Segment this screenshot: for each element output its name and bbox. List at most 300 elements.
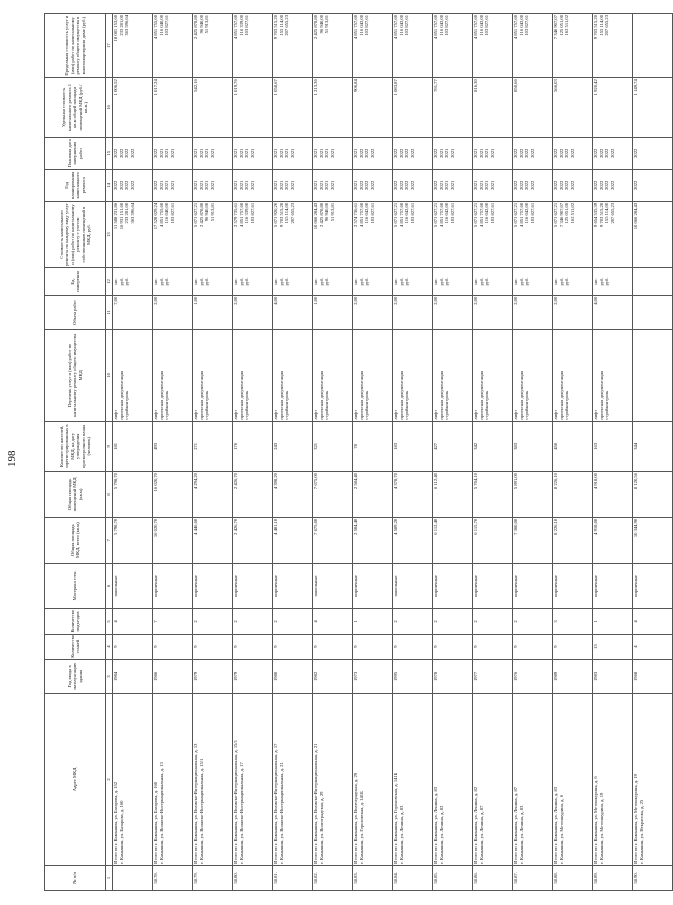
table-cell xyxy=(393,201,433,267)
table-cell: 9 xyxy=(193,634,233,659)
table-cell: 271 xyxy=(193,421,233,471)
table-cell: 2 426,70 xyxy=(233,472,273,518)
table-cell: кирпичные xyxy=(473,563,513,609)
table-cell xyxy=(113,14,153,78)
cell-line: 103 827,61 xyxy=(249,202,255,224)
cell-line: 2021 xyxy=(473,148,478,158)
cell-line: проектная документация xyxy=(198,370,204,420)
cell-line: 2021 xyxy=(353,180,358,190)
cell-line: 4 851 757,60 xyxy=(238,202,244,227)
cell-line: 16 931 151,60 xyxy=(118,202,124,230)
table-cell xyxy=(393,14,433,78)
cell-line: руб. xyxy=(164,277,169,286)
cell-line: стройконтроль xyxy=(324,390,329,420)
table-cell: кирпичные xyxy=(273,563,313,609)
table-cell: 4 481,10 xyxy=(273,517,313,563)
table-cell: 5 891,00 xyxy=(513,472,553,518)
table-cell: 176 xyxy=(233,421,273,471)
cell-line: стройконтроль xyxy=(164,390,169,420)
cell-line: стройконтроль xyxy=(524,390,529,420)
cell-line: 2022 xyxy=(593,180,598,190)
table-cell xyxy=(273,14,313,78)
table-cell xyxy=(153,201,193,267)
cell-line: Итого по г. Камышин, ул. Ленина, д. 83 xyxy=(433,786,438,864)
cell-line: 51 913,81 xyxy=(209,202,215,222)
cell-line: шт. xyxy=(593,278,598,285)
cell-line: 162 511,02 xyxy=(569,202,575,224)
cell-line: руб. xyxy=(364,277,369,286)
table-cell: 2 426,70 xyxy=(233,517,273,563)
cell-line: 2021 xyxy=(169,180,175,190)
table-cell: 1977 xyxy=(473,659,513,693)
cell-line: 2022 xyxy=(529,148,535,158)
table-cell: 183 xyxy=(393,421,433,471)
cell-line: 2022 xyxy=(558,180,564,190)
table-cell: 9 xyxy=(233,634,273,659)
cell-line: 2 574 736,61 xyxy=(353,202,358,227)
cell-line: руб. xyxy=(404,277,409,286)
table-cell: 1979 xyxy=(193,659,233,693)
column-header: Ед. измерения xyxy=(45,268,106,295)
table-cell: 58.85. xyxy=(433,865,473,890)
table-cell: 58.88. xyxy=(553,865,593,890)
table-cell: 1973 xyxy=(353,659,393,693)
cell-line: Итого по г. Камышин, ул. Ленина, д. 83 xyxy=(553,786,558,864)
table-cell xyxy=(633,295,673,329)
cell-line: Итого по г. Камышин, ул. Волжско-Интернациональная, д. 21 xyxy=(313,743,318,864)
cell-line: лифт xyxy=(153,409,158,420)
table-cell xyxy=(313,14,353,78)
table-cell xyxy=(113,201,153,267)
cell-line: проектная документация xyxy=(118,370,124,420)
table-cell xyxy=(393,330,433,422)
column-header: Количество этажей xyxy=(45,634,106,659)
cell-line: 9 703 515,20 xyxy=(278,202,284,227)
cell-line: стройконтроль xyxy=(484,390,489,420)
table-cell: 1 058,67 xyxy=(273,78,313,138)
cell-line: 2021 xyxy=(324,148,329,158)
table-cell xyxy=(193,14,233,78)
cell-line: лифт xyxy=(313,409,318,420)
table-cell: 3 xyxy=(553,609,593,634)
cell-line: 4 851 755,60 xyxy=(158,202,164,227)
table-cell: 1980 xyxy=(273,659,313,693)
cell-line: 2021 xyxy=(484,148,489,158)
cell-line: 2021 xyxy=(233,180,238,190)
cell-line: 5 071 627,21 xyxy=(513,202,518,227)
table-cell xyxy=(393,137,433,169)
cell-line: 18 081 153,60 xyxy=(113,15,118,42)
cell-line: 2022 xyxy=(404,180,409,190)
table-cell: 4,00 xyxy=(593,295,633,329)
table-cell xyxy=(353,169,393,201)
table-cell xyxy=(633,694,673,866)
cell-line: Итого по г. Камышин, ул. Метешкуриня, д. 19 xyxy=(633,774,638,864)
table-row xyxy=(193,14,233,891)
table-cell: 2,00 xyxy=(393,295,433,329)
cell-line: 2021 xyxy=(324,180,329,190)
cell-line: 4 851 757,60 xyxy=(398,202,404,227)
table-cell xyxy=(633,330,673,422)
table-cell xyxy=(193,169,233,201)
cell-line: 4 851 757,60 xyxy=(513,15,518,40)
cell-line: 9 654 535,39 xyxy=(593,202,598,227)
cell-line: 10 066 284,43 xyxy=(633,202,638,230)
cell-line: 2021 xyxy=(204,180,209,190)
table-cell xyxy=(273,169,313,201)
table-cell: 7 675,00 xyxy=(313,517,353,563)
column-number: 3 xyxy=(106,659,113,693)
table-cell: кирпичные xyxy=(153,563,193,609)
table-cell: кирпичные xyxy=(353,563,393,609)
table-cell xyxy=(393,169,433,201)
cell-line: 2022 xyxy=(358,180,364,190)
table-cell: 4 294,20 xyxy=(193,472,233,518)
cell-line: 2022 xyxy=(604,180,609,190)
table-cell xyxy=(473,137,513,169)
cell-line: 96 940,00 xyxy=(324,202,329,222)
cell-line: 2021 xyxy=(473,180,478,190)
column-number: 11 xyxy=(106,295,113,329)
cell-line: 116 042,00 xyxy=(398,15,404,36)
cell-line: 116 042,00 xyxy=(518,15,524,36)
cell-line: 2021 xyxy=(449,148,455,158)
cell-line: стройконтроль xyxy=(124,390,129,420)
cell-line: г. Камышин, ул. Базарова, д. 160 xyxy=(118,800,124,864)
cell-line: руб. xyxy=(244,277,249,286)
cell-line: проектная документация xyxy=(318,370,324,420)
cell-line: 17 528 029,24 xyxy=(153,202,158,230)
cell-line: руб. xyxy=(318,277,324,286)
table-cell xyxy=(473,268,513,295)
table-cell: 243 xyxy=(273,421,313,471)
table-cell xyxy=(153,694,193,866)
cell-line: 116 339,00 xyxy=(238,15,244,36)
cell-line: 2022 xyxy=(124,148,129,158)
cell-line: 7 346 907,07 xyxy=(553,15,558,40)
table-row xyxy=(313,14,353,891)
cell-line: 2021 xyxy=(249,180,255,190)
cell-line: 2022 xyxy=(524,180,529,190)
column-number: 5 xyxy=(106,609,113,634)
column-header: Общая площадь помещений МКД (кв.м) xyxy=(45,472,106,518)
table-cell xyxy=(153,137,193,169)
table-cell xyxy=(593,330,633,422)
cell-line: 2022 xyxy=(633,180,638,190)
cell-line: руб. xyxy=(324,277,329,286)
cell-line: стройконтроль xyxy=(404,390,409,420)
table-cell xyxy=(513,137,553,169)
table-cell: 9 xyxy=(153,634,193,659)
table-cell: 2 xyxy=(473,609,513,634)
cell-line: руб. xyxy=(444,277,449,286)
table-cell xyxy=(273,137,313,169)
cell-line: 207 655,23 xyxy=(604,15,609,36)
cell-line: 5 071 627,21 xyxy=(433,202,438,227)
cell-line: 2021 xyxy=(238,180,244,190)
cell-line: 363 596,64 xyxy=(124,15,129,36)
table-cell: 1 xyxy=(593,609,633,634)
cell-line: 2021 xyxy=(278,148,284,158)
table-cell: 1 149,74 xyxy=(633,78,673,138)
cell-line: руб. xyxy=(158,277,164,286)
cell-line: 2022 xyxy=(124,180,129,190)
cell-line: 103 827,61 xyxy=(404,15,409,36)
table-cell: 5 798,70 xyxy=(113,517,153,563)
cell-line: 2022 xyxy=(529,180,535,190)
column-number: 9 xyxy=(106,421,113,471)
cell-line: 233 281,00 xyxy=(118,15,124,36)
cell-line: 2021 xyxy=(313,148,318,158)
cell-line: г. Камышин, ул. Ленина, д. 83 xyxy=(398,805,404,864)
cell-line: 125 051,00 xyxy=(558,15,564,36)
header-row xyxy=(45,14,106,891)
table-cell: 58.84. xyxy=(393,865,433,890)
cell-line: стройконтроль xyxy=(564,390,569,420)
page-number: 198 xyxy=(6,450,18,467)
cell-line: 116 040,00 xyxy=(158,15,164,36)
table-cell xyxy=(513,330,553,422)
cell-line: Итого по г. Камышин, ул. Базарова, д. 160 xyxy=(153,781,158,864)
table-cell xyxy=(473,330,513,422)
table-cell xyxy=(193,137,233,169)
cell-line: 2022 xyxy=(609,180,615,190)
table-cell: 4 918,00 xyxy=(593,472,633,518)
cell-line: 2022 xyxy=(358,148,364,158)
column-number: 13 xyxy=(106,201,113,267)
cell-line: 11 588 231,86 xyxy=(113,202,118,230)
cell-line: 2022 xyxy=(609,148,615,158)
table-cell: 1976 xyxy=(513,659,553,693)
table-cell xyxy=(273,268,313,295)
table-row xyxy=(273,14,313,891)
table-cell xyxy=(353,14,393,78)
column-number: 6 xyxy=(106,563,113,609)
column-header: Количество жителей, зарегистрированных в МКД, на дату утверждения краткосрочного плана (человек) xyxy=(45,421,106,471)
table-cell xyxy=(513,694,553,866)
table-cell xyxy=(433,169,473,201)
table-cell xyxy=(153,268,193,295)
cell-line: 116 042,00 xyxy=(364,202,369,224)
table-cell xyxy=(593,201,633,267)
table-cell xyxy=(473,201,513,267)
cell-line: 103 827,61 xyxy=(164,15,169,36)
table-cell: 4 918,00 xyxy=(593,517,633,563)
table-cell xyxy=(553,330,593,422)
cell-line: 2021 xyxy=(289,148,295,158)
cell-line: стройконтроль xyxy=(604,390,609,420)
table-cell: 2 xyxy=(273,609,313,634)
cell-line: 5 071 627,21 xyxy=(473,202,478,227)
table-row xyxy=(553,14,593,891)
cell-line: шт. xyxy=(433,278,438,285)
cell-line: шт. xyxy=(553,278,558,285)
table-cell: кирпичные xyxy=(553,563,593,609)
cell-line: 162 511,02 xyxy=(564,15,569,36)
table-cell xyxy=(473,14,513,78)
cell-line: шт. xyxy=(193,278,198,285)
cell-line: 207 655,23 xyxy=(284,15,289,36)
cell-line xyxy=(650,203,656,266)
table-cell: 13 xyxy=(593,634,633,659)
table-cell xyxy=(633,268,673,295)
cell-line: г. Камышин, ул. Метешкуриня, д. 6 xyxy=(558,795,564,864)
table-cell: 1 213,36 xyxy=(313,78,353,138)
column-header: Год ввода в эксплуатацию здания xyxy=(45,659,106,693)
table-cell xyxy=(433,330,473,422)
cell-line: шт. xyxy=(273,278,278,285)
table-cell: 4,00 xyxy=(273,295,313,329)
table-cell xyxy=(353,694,393,866)
cell-line xyxy=(650,139,656,168)
cell-line: стройконтроль xyxy=(244,390,249,420)
cell-line: 2021 xyxy=(284,148,289,158)
cell-line: 2021 xyxy=(209,148,215,158)
table-cell: 58.87. xyxy=(513,865,553,890)
table-cell: 163 xyxy=(593,421,633,471)
cell-line: 2021 xyxy=(244,148,249,158)
table-cell: кирпичные xyxy=(633,563,673,609)
table-cell xyxy=(513,201,553,267)
table-cell xyxy=(273,330,313,422)
table-cell xyxy=(593,694,633,866)
table-cell xyxy=(553,137,593,169)
table-cell: 1,00 xyxy=(193,295,233,329)
table-cell: панельные xyxy=(313,563,353,609)
table-cell: 58.80. xyxy=(233,865,273,890)
cell-line: Итого по г. Камышин, ул. Волжско-Интернациональная, д. 17 xyxy=(273,743,278,864)
cell-line: 2022 xyxy=(518,148,524,158)
table-cell xyxy=(393,694,433,866)
table-cell xyxy=(193,694,233,866)
cell-line: 2 579 735,61 xyxy=(233,202,238,227)
table-cell xyxy=(113,694,153,866)
cell-line xyxy=(644,331,650,420)
table-cell: 8 226,10 xyxy=(553,472,593,518)
table-cell xyxy=(433,14,473,78)
cell-line: 2022 xyxy=(393,180,398,190)
table-cell: 8 120,56 xyxy=(633,472,673,518)
cell-line xyxy=(644,15,650,76)
cell-line: 207 655,23 xyxy=(289,202,295,224)
cell-line: 103 827,61 xyxy=(244,15,249,36)
cell-line: лифт xyxy=(393,409,398,420)
cell-line: 5 071 627,21 xyxy=(193,202,198,227)
cell-line: 2021 xyxy=(198,180,204,190)
table-cell: кирпичные xyxy=(513,563,553,609)
table-cell: 1979 xyxy=(233,659,273,693)
cell-line: 103 827,61 xyxy=(529,202,535,224)
column-number: 2 xyxy=(106,694,113,866)
cell-line: проектная документация xyxy=(398,370,404,420)
cell-line: 2021 xyxy=(278,180,284,190)
table-cell: 58.79. xyxy=(193,865,233,890)
cell-line: 155 114,00 xyxy=(598,15,604,36)
cell-line: 2022 xyxy=(129,148,135,158)
table-cell: 2 xyxy=(513,609,553,634)
cell-line: Итого по г. Камышин, ул. Ленина, д. 87 xyxy=(513,786,518,864)
cell-line: 2022 xyxy=(393,148,398,158)
table-cell: 2,00 xyxy=(473,295,513,329)
table-cell: 9 xyxy=(473,634,513,659)
cell-line: г. Камышин, ул. Ленина, д. 83 xyxy=(518,805,524,864)
cell-line: 2022 xyxy=(564,180,569,190)
table-cell xyxy=(473,169,513,201)
cell-line: 2022 xyxy=(398,180,404,190)
table-row xyxy=(513,14,553,891)
table-cell xyxy=(633,14,673,78)
cell-line: 2021 xyxy=(318,148,324,158)
cell-line: шт. xyxy=(113,278,118,285)
table-cell: кирпичные xyxy=(233,563,273,609)
table-cell xyxy=(233,201,273,267)
cell-line: 2021 xyxy=(164,180,169,190)
cell-line: 2022 xyxy=(513,148,518,158)
cell-line: 2022 xyxy=(598,180,604,190)
cell-line: стройконтроль xyxy=(284,390,289,420)
cell-line: 4 851 757,60 xyxy=(353,15,358,40)
cell-line: проектная документация xyxy=(158,370,164,420)
table-cell xyxy=(313,694,353,866)
cell-line: 2022 xyxy=(364,148,369,158)
column-number: 12 xyxy=(106,268,113,295)
cell-line: проектная документация xyxy=(518,370,524,420)
table-cell xyxy=(513,268,553,295)
column-header: Материал стен xyxy=(45,563,106,609)
table-cell: 1986 xyxy=(153,659,193,693)
table-row xyxy=(113,14,153,891)
cell-line: руб. xyxy=(398,277,404,286)
cell-line: 2022 xyxy=(569,180,575,190)
cell-line: г. Камышин, ул. Ленина, д. 87 xyxy=(478,805,484,864)
cell-line: 155 114,00 xyxy=(284,202,289,224)
column-header: Стоимость капитального ремонта по каждому виду услуг и (или) работ по капитальному ремонту с учетом собственников помещений в МКД, руб. xyxy=(45,201,106,267)
cell-line: 2022 xyxy=(398,148,404,158)
cell-line: 2021 xyxy=(484,180,489,190)
cell-line: 2021 xyxy=(438,180,444,190)
table-cell: 383 xyxy=(513,421,553,471)
cell-line: руб. xyxy=(438,277,444,286)
cell-line: 2021 xyxy=(164,148,169,158)
table-cell: 58.83. xyxy=(353,865,393,890)
cell-line: 2021 xyxy=(238,148,244,158)
table-cell: 9 xyxy=(313,634,353,659)
cell-line: 2022 xyxy=(113,180,118,190)
table-cell: 2,00 xyxy=(153,295,193,329)
cell-line: лифт xyxy=(433,409,438,420)
cell-line: 4 851 757,60 xyxy=(358,202,364,227)
cell-line: 125 051,00 xyxy=(564,202,569,224)
cell-line: 103 827,61 xyxy=(449,202,455,224)
cell-line: 5 071 627,21 xyxy=(553,202,558,227)
table-cell: 58.90. xyxy=(633,865,673,890)
cell-line: 2021 xyxy=(329,180,335,190)
table-cell: 9 xyxy=(553,634,593,659)
cell-line: 2022 xyxy=(553,148,558,158)
cell-line: 2022 xyxy=(118,180,124,190)
table-cell xyxy=(233,268,273,295)
column-number: 10 xyxy=(106,330,113,422)
table-cell: 7 360,00 xyxy=(513,517,553,563)
table-cell: 6 112,40 xyxy=(433,517,473,563)
cell-line: 116 042,00 xyxy=(478,15,484,36)
table-cell xyxy=(313,201,353,267)
cell-line: руб. xyxy=(564,277,569,286)
cell-line: 2021 xyxy=(233,148,238,158)
cell-line: 2022 xyxy=(513,180,518,190)
table-cell: 1 xyxy=(353,609,393,634)
column-number: 14 xyxy=(106,169,113,201)
